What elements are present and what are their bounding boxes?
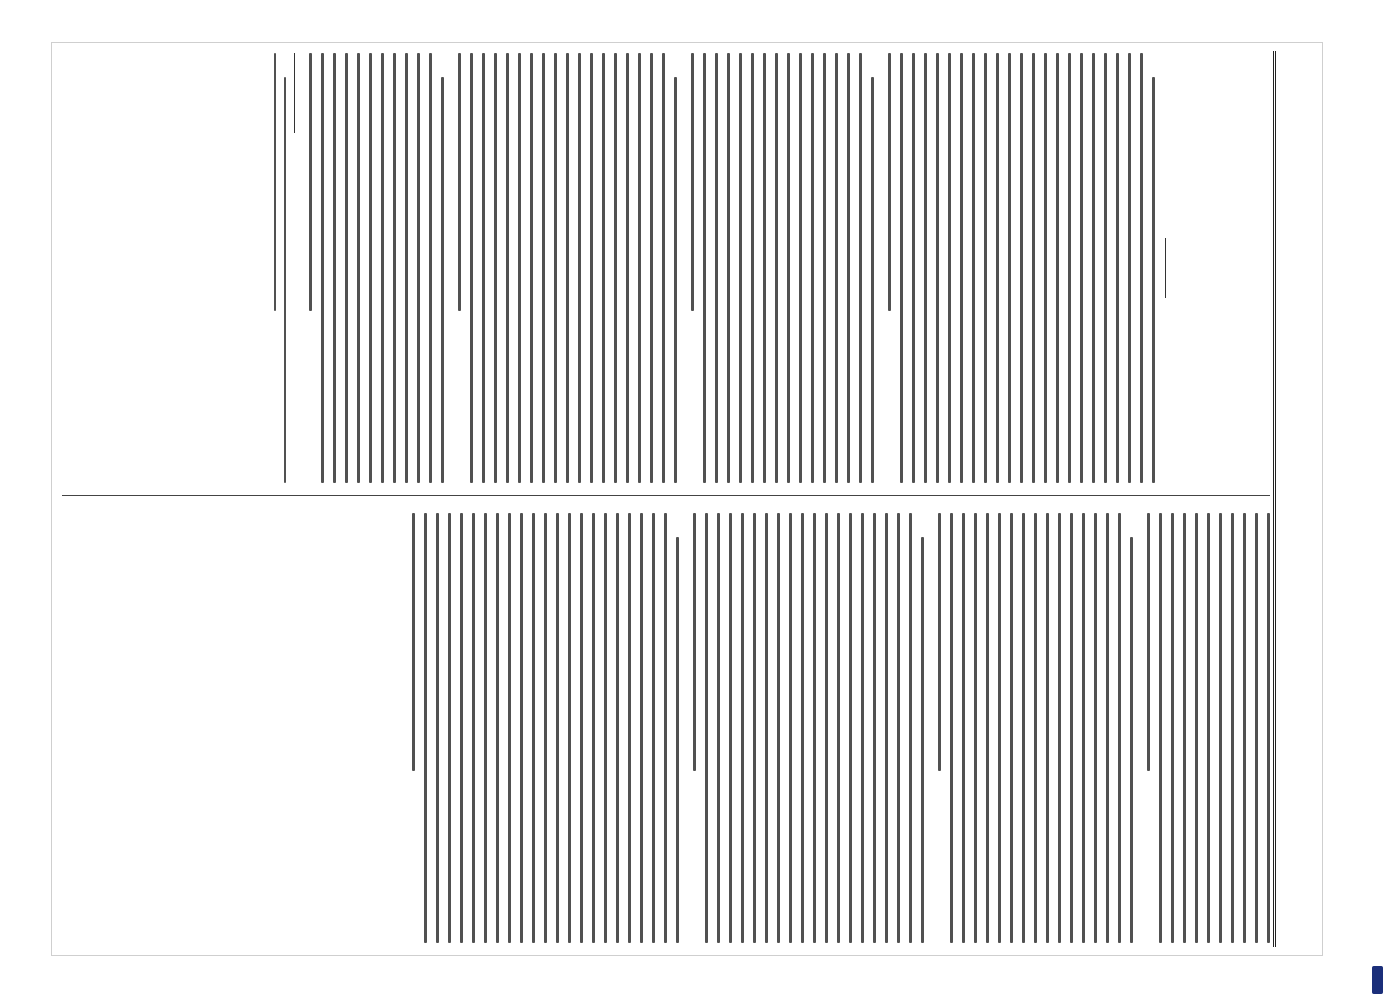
text-line <box>938 513 941 771</box>
text-line <box>566 53 569 483</box>
text-line <box>650 53 653 483</box>
text-line <box>458 53 461 311</box>
annex-label <box>1244 53 1270 483</box>
text-line <box>590 53 593 483</box>
text-line <box>775 53 778 483</box>
text-line <box>321 53 324 483</box>
text-line <box>357 53 360 483</box>
text-line <box>1147 513 1150 771</box>
text-line <box>1128 53 1131 483</box>
text-line <box>1068 53 1071 483</box>
text-line <box>936 53 939 483</box>
text-line <box>405 53 408 483</box>
text-line <box>520 513 523 943</box>
text-line <box>417 53 420 483</box>
text-line <box>542 53 545 483</box>
column-left <box>62 53 1270 483</box>
text-line <box>614 53 617 483</box>
title-rule <box>1165 238 1166 298</box>
paragraph <box>938 513 1133 943</box>
text-line <box>1195 513 1198 943</box>
paragraph <box>309 53 444 483</box>
text-line <box>765 513 768 943</box>
text-line <box>1171 513 1174 943</box>
text-line <box>837 513 840 943</box>
text-line <box>1219 513 1222 943</box>
digitization-credit <box>1372 0 1383 1000</box>
text-line <box>715 53 718 483</box>
text-line <box>1255 513 1258 943</box>
text-line <box>1106 513 1109 943</box>
text-line <box>909 513 912 943</box>
text-line <box>705 513 708 943</box>
text-line <box>309 53 312 311</box>
text-line <box>921 537 924 943</box>
paragraph <box>691 53 874 483</box>
footnote-rule <box>294 53 295 133</box>
text-line <box>777 513 780 943</box>
text-line <box>1267 513 1270 943</box>
text-line <box>1008 53 1011 483</box>
text-line <box>835 53 838 483</box>
text-line <box>592 513 595 943</box>
text-line <box>412 513 415 771</box>
text-line <box>652 513 655 943</box>
text-line <box>813 513 816 943</box>
text-line <box>676 537 679 943</box>
text-line <box>284 77 286 483</box>
text-line <box>861 513 864 943</box>
text-line <box>900 53 903 483</box>
text-line <box>1118 513 1121 943</box>
text-line <box>825 513 828 943</box>
text-line <box>753 513 756 943</box>
text-line <box>1159 513 1162 943</box>
article-byline <box>1176 53 1192 483</box>
text-line <box>1152 77 1155 483</box>
text-line <box>1046 513 1049 943</box>
text-line <box>885 513 888 943</box>
text-line <box>1058 513 1061 943</box>
text-line <box>626 53 629 483</box>
text-line <box>532 513 535 943</box>
text-line <box>1082 513 1085 943</box>
dfg-logo <box>1372 966 1383 994</box>
text-line <box>1032 53 1035 483</box>
text-line <box>441 77 444 483</box>
text-line <box>739 53 742 483</box>
text-line <box>664 513 667 943</box>
text-line <box>986 513 989 943</box>
paragraph <box>888 53 1155 483</box>
paragraph <box>693 513 924 943</box>
footnote <box>274 53 286 483</box>
dfg-logo-text <box>1372 966 1383 994</box>
text-line <box>996 53 999 483</box>
text-line <box>691 53 694 311</box>
text-line <box>763 53 766 483</box>
text-line <box>823 53 826 483</box>
article-title <box>1196 53 1234 483</box>
text-line <box>960 53 963 483</box>
text-line <box>460 513 463 943</box>
text-line <box>962 513 965 943</box>
text-line <box>568 513 571 943</box>
text-line <box>381 53 384 483</box>
text-line <box>888 53 891 311</box>
text-line <box>799 53 802 483</box>
text-line <box>1231 513 1234 943</box>
text-line <box>1116 53 1119 483</box>
text-line <box>424 513 427 943</box>
text-line <box>1070 513 1073 943</box>
text-line <box>530 53 533 483</box>
text-line <box>640 513 643 943</box>
text-line <box>847 53 850 483</box>
text-line <box>448 513 451 943</box>
text-line <box>924 53 927 483</box>
text-line <box>1140 53 1143 483</box>
text-line <box>897 513 900 943</box>
paragraph <box>458 53 677 483</box>
text-line <box>972 53 975 483</box>
text-line <box>1130 537 1133 943</box>
text-line <box>912 53 915 483</box>
text-line <box>674 77 677 483</box>
text-line <box>1104 53 1107 483</box>
text-line <box>616 513 619 943</box>
text-line <box>556 513 559 943</box>
column-rule <box>62 495 1270 496</box>
text-line <box>544 513 547 943</box>
text-line <box>849 513 852 943</box>
text-line <box>811 53 814 483</box>
text-line <box>703 53 706 483</box>
text-line <box>482 53 485 483</box>
text-line <box>1243 513 1246 943</box>
text-line <box>518 53 521 483</box>
text-line <box>1056 53 1059 483</box>
text-line <box>333 53 336 483</box>
text-line <box>717 513 720 943</box>
document-sheet <box>51 42 1323 956</box>
text-line <box>859 53 862 483</box>
text-line <box>436 513 439 943</box>
text-line <box>508 513 511 943</box>
text-line <box>1010 513 1013 943</box>
text-line <box>741 513 744 943</box>
text-line <box>1034 513 1037 943</box>
text-line <box>1044 53 1047 483</box>
text-line <box>580 513 583 943</box>
text-line <box>1092 53 1095 483</box>
text-line <box>484 513 487 943</box>
text-line <box>554 53 557 483</box>
text-line <box>1022 513 1025 943</box>
text-line <box>506 53 509 483</box>
text-line <box>1094 513 1097 943</box>
text-line <box>429 53 432 483</box>
text-line <box>787 53 790 483</box>
text-line <box>801 513 804 943</box>
text-line <box>751 53 754 483</box>
text-line <box>1020 53 1023 483</box>
text-line <box>638 53 641 483</box>
text-line <box>345 53 348 483</box>
text-line <box>470 53 473 483</box>
text-line <box>369 53 372 483</box>
text-line <box>727 53 730 483</box>
text-line <box>274 53 276 311</box>
text-line <box>729 513 732 943</box>
column-right <box>62 513 1270 943</box>
text-line <box>1080 53 1083 483</box>
text-line <box>871 77 874 483</box>
running-head <box>1273 51 1316 947</box>
text-line <box>662 53 665 483</box>
text-line <box>789 513 792 943</box>
text-line <box>494 53 497 483</box>
text-line <box>1207 513 1210 943</box>
text-line <box>393 53 396 483</box>
text-line <box>496 513 499 943</box>
text-line <box>578 53 581 483</box>
text-line <box>974 513 977 943</box>
text-line <box>604 513 607 943</box>
text-line <box>693 513 696 771</box>
text-line <box>1183 513 1186 943</box>
text-line <box>984 53 987 483</box>
paragraph <box>412 513 679 943</box>
text-line <box>472 513 475 943</box>
text-line <box>628 513 631 943</box>
text-line <box>950 513 953 943</box>
text-line <box>602 53 605 483</box>
text-line <box>948 53 951 483</box>
text-line <box>998 513 1001 943</box>
paragraph <box>1147 513 1270 943</box>
text-line <box>873 513 876 943</box>
